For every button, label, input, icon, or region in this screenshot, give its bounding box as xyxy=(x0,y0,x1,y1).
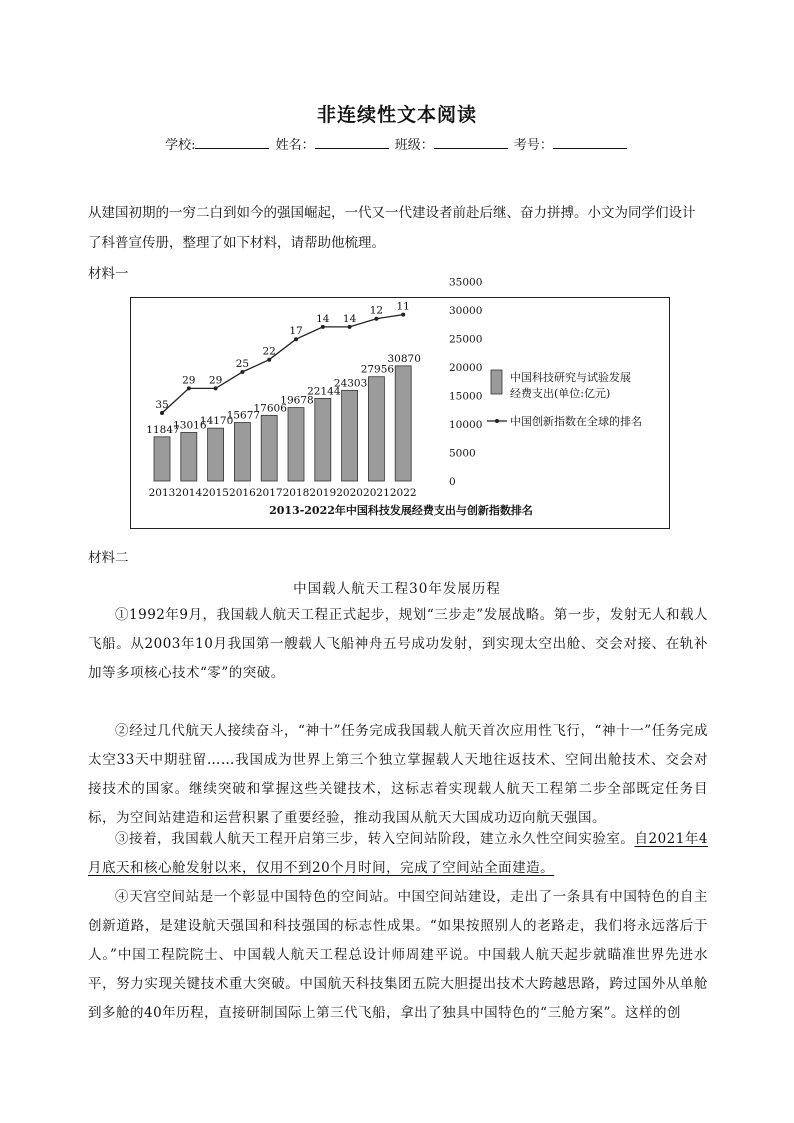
rank-point-2017 xyxy=(267,358,271,362)
exam-no-blank[interactable] xyxy=(553,136,627,149)
rank-point-2016 xyxy=(240,370,244,374)
rank-point-2018 xyxy=(294,337,298,341)
bar-2019 xyxy=(315,398,331,481)
x-tick-2015: 2015 xyxy=(202,487,229,499)
class-label: 班级： xyxy=(394,138,434,153)
bar-2013 xyxy=(154,437,170,481)
rank-label-2017: 22 xyxy=(262,345,276,358)
rank-point-2019 xyxy=(321,325,325,329)
rank-label-2020: 14 xyxy=(342,312,357,325)
legend-line-label: 中国创新指数在全球的排名 xyxy=(510,415,642,428)
bar-label-2021: 27956 xyxy=(360,363,395,376)
y-tick-15000: 15000 xyxy=(449,390,483,403)
rank-label-2021: 12 xyxy=(369,304,384,317)
x-tick-2017: 2017 xyxy=(255,487,283,499)
rank-label-2014: 29 xyxy=(182,374,196,387)
intro-paragraph: 从建国初期的一穷二白到如今的强国崛起，一代又一代建设者前赴后继、奋力拼搏。小文为同学们设计了科普宣传册，整理了如下材料，请帮助他梳理。 xyxy=(88,205,696,251)
legend-bar-label-1: 中国科技研究与试验发展 xyxy=(510,371,631,384)
chart-title: 2013-2022年中国科技发展经费支出与创新指数排名 xyxy=(269,504,533,517)
bar-label-2019: 22144 xyxy=(307,385,341,398)
legend-bar-swatch xyxy=(491,370,502,394)
material2-label: 材料二 xyxy=(88,550,129,566)
bar-2016 xyxy=(234,423,250,481)
rank-label-2019: 14 xyxy=(316,312,330,325)
bar-2014 xyxy=(181,432,197,481)
bar-2017 xyxy=(261,415,277,481)
legend-line-marker xyxy=(495,419,499,423)
x-tick-2021: 2021 xyxy=(363,487,390,499)
chart-svg xyxy=(131,276,671,530)
x-tick-2016: 2016 xyxy=(229,487,256,499)
bar-2021 xyxy=(368,377,384,481)
x-tick-2022: 2022 xyxy=(389,487,417,499)
name-blank[interactable] xyxy=(315,136,389,149)
bar-label-2018: 19678 xyxy=(280,394,314,407)
rank-point-2015 xyxy=(214,386,218,390)
material1-label: 材料一 xyxy=(88,266,129,282)
y-tick-5000: 5000 xyxy=(449,447,476,460)
paragraph-1: ①1992年9月，我国载人航天工程正式起步，规划“三步走”发展战略。第一步，发射无人和载人飞船。从2003年10月我国第一艘载人飞船神舟五号成功发射，到实现太空出舱、交会对接、在轨补加等多项核心技术“零”的突破。 xyxy=(88,607,708,681)
y-tick-25000: 25000 xyxy=(449,333,483,346)
rank-label-2015: 29 xyxy=(208,374,223,387)
y-tick-0: 0 xyxy=(449,476,456,488)
y-tick-10000: 10000 xyxy=(449,419,483,431)
bar-label-2017: 17606 xyxy=(253,402,287,415)
bar-label-2014: 13016 xyxy=(173,419,207,432)
bar-2022 xyxy=(395,366,411,481)
paragraph-3-underlined: 自2021年4月底天和核心舱发射以来，仅用不到20个月时间，完成了空间站全面建造。 xyxy=(88,831,708,876)
rank-label-2018: 17 xyxy=(289,325,303,338)
y-tick-35000: 35000 xyxy=(449,276,483,289)
paragraph-4: ④天宫空间站是一个彰显中国特色的空间站。中国空间站建设，走出了一条具有中国特色的自主创新道路，是建设航天强国和科技强国的标志性成果。“如果按照别人的老路走，我们将永远落后于人。”中国工程院院士、中国载人航天工程总设计师周建平说。中国载人航天起步就瞄准世界先进水平，努力实现关键技术重大突破。中国航天科技集团五院大胆提出技术大跨越思路，跨过国外从单舱到多舱的40年历程，直接研制国际上第三代飞船，拿出了独具中国特色的“三舱方案”。这样的创 xyxy=(88,889,708,1021)
exam-no-label: 考号： xyxy=(513,138,553,153)
y-tick-20000: 20000 xyxy=(449,362,483,374)
school-blank[interactable] xyxy=(195,136,269,149)
rank-point-2014 xyxy=(187,386,191,390)
bar-label-2020: 24303 xyxy=(333,377,368,390)
rank-point-2022 xyxy=(401,313,405,317)
paragraph-3-text: ③接着，我国载人航天工程开启第三步，转入空间站阶段，建立永久性空间实验室。 xyxy=(115,831,635,847)
y-tick-30000: 30000 xyxy=(449,305,483,317)
x-tick-2014: 2014 xyxy=(175,487,203,499)
paragraph-2: ②经过几代航天人接续奋斗，“神十”任务完成我国载人航天首次应用性飞行，“神十一”任务完成太空33天中期驻留……我国成为世界上第三个独立掌握载人天地往返技术、空间出舱技术、交会对接技术的国家。继续突破和掌握这些关键技术，这标志着实现载人航天工程第二步全部既定任务目标，为空间站建造和运营积累了重要经验，推动我国从航天大国成功迈向航天强国。 xyxy=(88,723,708,826)
rank-label-2013: 35 xyxy=(155,399,169,411)
x-tick-2020: 2020 xyxy=(336,487,363,499)
bar-label-2016: 15677 xyxy=(226,409,261,422)
rank-point-2013 xyxy=(160,411,164,415)
chart-frame xyxy=(130,276,670,529)
x-tick-2019: 2019 xyxy=(309,487,337,499)
bar-2015 xyxy=(208,428,224,481)
paragraph-3 xyxy=(88,825,708,883)
bar-2020 xyxy=(342,390,358,481)
bar-2018 xyxy=(288,408,304,481)
school-label: 学校: xyxy=(165,138,196,153)
rank-point-2020 xyxy=(348,325,352,329)
material2-title: 中国载人航天工程30年发展历程 xyxy=(293,581,501,597)
page-title: 非连续性文本阅读 xyxy=(316,104,477,126)
bar-label-2015: 14170 xyxy=(199,415,234,428)
bar-label-2022: 30870 xyxy=(387,352,421,365)
student-info-line xyxy=(0,134,794,153)
x-tick-2013: 2013 xyxy=(148,487,176,499)
rank-label-2016: 25 xyxy=(235,358,250,370)
name-label: 姓名： xyxy=(275,138,315,153)
class-blank[interactable] xyxy=(434,136,508,149)
bar-label-2013: 11847 xyxy=(146,423,180,436)
rank-label-2022: 11 xyxy=(396,300,410,313)
x-tick-2018: 2018 xyxy=(282,487,310,499)
legend-bar-label-2: 经费支出(单位:亿元) xyxy=(510,387,611,400)
rank-point-2021 xyxy=(374,317,378,321)
